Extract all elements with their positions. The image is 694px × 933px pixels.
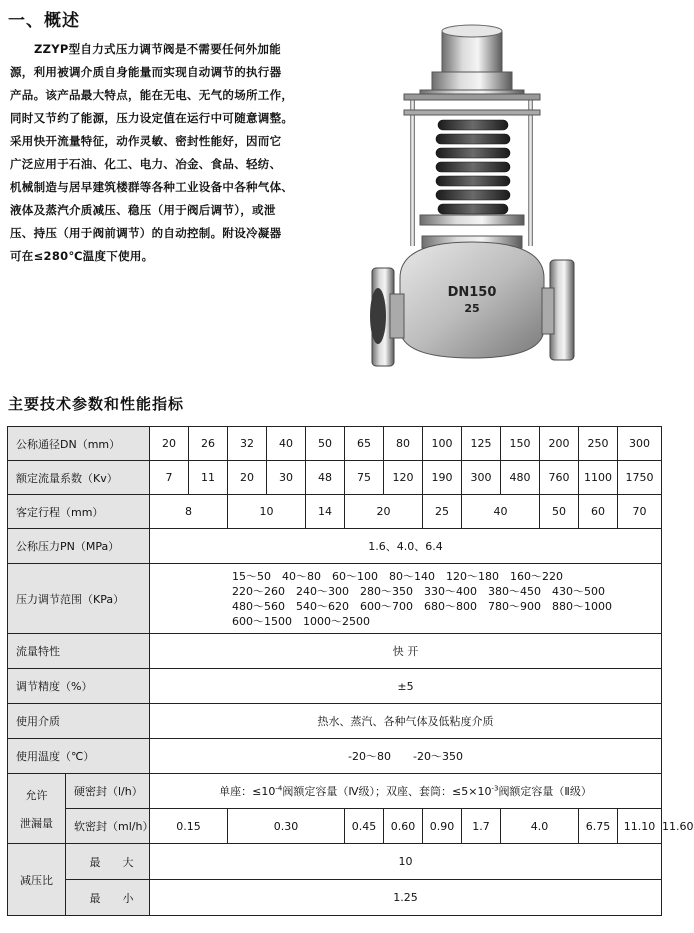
table-cell: 40 (267, 427, 306, 461)
leak-group-label (8, 774, 66, 844)
range-line: 600～1500 1000～2500 (232, 614, 370, 628)
table-cell: 250 (579, 427, 618, 461)
table-row-range (8, 564, 662, 634)
row-label: 软密封（ml/h） (66, 809, 150, 844)
range-line: 15～50 40～80 60～100 80～140 120～180 160～220 (232, 569, 563, 583)
intro-line: 机械制造与居早建筑楼群等各种工业设备中各种气体、 (10, 180, 294, 194)
table-row-flow (8, 634, 662, 669)
intro-line: 产品。该产品最大特点，能在无电、无气的场所工作， (10, 88, 294, 102)
table-cell: 480 (501, 461, 540, 495)
table-cell: 60 (579, 495, 618, 529)
table-cell: 65 (345, 427, 384, 461)
table-row-temp (8, 739, 662, 774)
intro-line: 源，利用被调介质自身能量而实现自动调节的执行器 (10, 65, 282, 79)
row-label: 客定行程（mm） (8, 495, 150, 529)
hard-seal-middle: 阀额定容量（Ⅳ级）；双座、套筒：≤5×10 (282, 785, 492, 798)
table-row-kv (8, 461, 662, 495)
section-heading: 一、概述 (8, 11, 80, 31)
row-label: 减压比 (8, 844, 66, 916)
table-cell: 0.15 (150, 809, 228, 844)
table-cell: 1.25 (150, 880, 662, 916)
table-row-pn (8, 529, 662, 564)
table-cell: 8 (150, 495, 228, 529)
table-row-ratio-min (8, 880, 662, 916)
table-cell: 20 (228, 461, 267, 495)
valve-pn-mark: 25 (464, 302, 480, 315)
intro-line: 可在≤280℃温度下使用。 (10, 249, 154, 263)
hard-seal-prefix: 单座：≤10 (219, 785, 276, 798)
row-label: 最 小 (66, 880, 150, 916)
row-label: 最 大 (66, 844, 150, 880)
valve-dn-mark: DN150 (447, 285, 497, 300)
range-line: 220～260 240～300 280～350 330～400 380～450 430～500 (232, 584, 605, 598)
table-cell: 1.6、4.0、6.4 (150, 529, 662, 564)
hard-seal-cell (150, 774, 662, 809)
table-cell: 0.30 (228, 809, 345, 844)
table-cell: 100 (423, 427, 462, 461)
table-cell: 20 (150, 427, 189, 461)
table-cell: 14 (306, 495, 345, 529)
table-cell: 1750 (618, 461, 662, 495)
table-cell: 80 (384, 427, 423, 461)
table-cell: 40 (462, 495, 540, 529)
row-label: 压力调节范围（KPa） (8, 564, 150, 634)
table-cell: 70 (618, 495, 662, 529)
row-label: 公称压力PN（MPa） (8, 529, 150, 564)
table-cell: 10 (228, 495, 306, 529)
table-row-accuracy (8, 669, 662, 704)
range-line: 480～560 540～620 600～700 680～800 780～900 880～1000 (232, 599, 612, 613)
intro-text (10, 38, 340, 268)
leak-label-bottom: 泄漏量 (20, 816, 53, 830)
table-cell: 300 (618, 427, 662, 461)
table-cell: 200 (540, 427, 579, 461)
spec-table (7, 426, 694, 916)
table-title: 主要技术参数和性能指标 (8, 395, 185, 413)
table-cell: 4.0 (501, 809, 579, 844)
table-cell: 10 (150, 844, 662, 880)
table-cell: 11.10 (618, 809, 662, 844)
hard-seal-exp1: -4 (275, 784, 283, 793)
table-cell: 0.60 (384, 809, 423, 844)
table-cell: 50 (306, 427, 345, 461)
hard-seal-suffix: 阀额定容量（Ⅱ级） (498, 785, 592, 798)
table-cell: 75 (345, 461, 384, 495)
row-label: 使用温度（℃） (8, 739, 150, 774)
table-cell: 6.75 (579, 809, 618, 844)
hard-seal-exp2: -3 (491, 784, 499, 793)
valve-photo (360, 10, 590, 380)
row-label: 额定流量系数（Kv） (8, 461, 150, 495)
table-row-ratio-max (8, 844, 662, 880)
table-cell: 150 (501, 427, 540, 461)
table-cell: 0.45 (345, 809, 384, 844)
table-cell: 快 开 (150, 634, 662, 669)
table-cell: 32 (228, 427, 267, 461)
table-cell: 1100 (579, 461, 618, 495)
table-cell: 26 (189, 427, 228, 461)
range-cell (150, 564, 662, 634)
table-cell: 48 (306, 461, 345, 495)
row-label: 调节精度（%） (8, 669, 150, 704)
leak-label-top: 允许 (25, 788, 48, 802)
row-label: 硬密封（l/h） (66, 774, 150, 809)
table-cell: 300 (462, 461, 501, 495)
table-cell: 50 (540, 495, 579, 529)
row-label: 流量特性 (8, 634, 150, 669)
table-cell: 25 (423, 495, 462, 529)
intro-line: 压、持压（用于阀前调节）的自动控制。附设冷凝器 (10, 226, 282, 240)
intro-line: 广泛应用于石油、化工、电力、冶金、食品、轻纺、 (10, 157, 282, 171)
table-cell: 20 (345, 495, 423, 529)
table-cell: 125 (462, 427, 501, 461)
table-cell: 7 (150, 461, 189, 495)
table-cell: 120 (384, 461, 423, 495)
table-cell: ±5 (150, 669, 662, 704)
table-cell: 1.7 (462, 809, 501, 844)
row-label: 使用介质 (8, 704, 150, 739)
table-cell: 热水、蒸汽、各种气体及低粘度介质 (150, 704, 662, 739)
row-label: 公称通径DN（mm） (8, 427, 150, 461)
table-cell: 190 (423, 461, 462, 495)
table-cell: 760 (540, 461, 579, 495)
table-row-leak-soft: 软密封（ml/h） 0.15 0.30 0.45 0.60 0.90 1.7 4.0 6.75 11.10 11.60 (8, 809, 662, 844)
intro-line: 同时又节约了能源，压力设定值在运行中可随意调整。 (10, 111, 294, 125)
table-cell: -20～80 -20～350 (150, 739, 662, 774)
table-row-dn (8, 427, 662, 461)
intro-line: 采用快开流量特征，动作灵敏、密封性能好，因而它 (10, 134, 282, 148)
table-row-leak-hard (8, 774, 662, 809)
table-cell: 11 (189, 461, 228, 495)
table-row-stroke (8, 495, 662, 529)
intro-line: ZZYP型自力式压力调节阀是不需要任何外加能 (34, 42, 282, 56)
intro-line: 液体及蒸汽介质减压、稳压（用于阀后调节），或泄 (10, 203, 276, 217)
table-row-medium (8, 704, 662, 739)
table-cell: 0.90 (423, 809, 462, 844)
table-cell: 30 (267, 461, 306, 495)
